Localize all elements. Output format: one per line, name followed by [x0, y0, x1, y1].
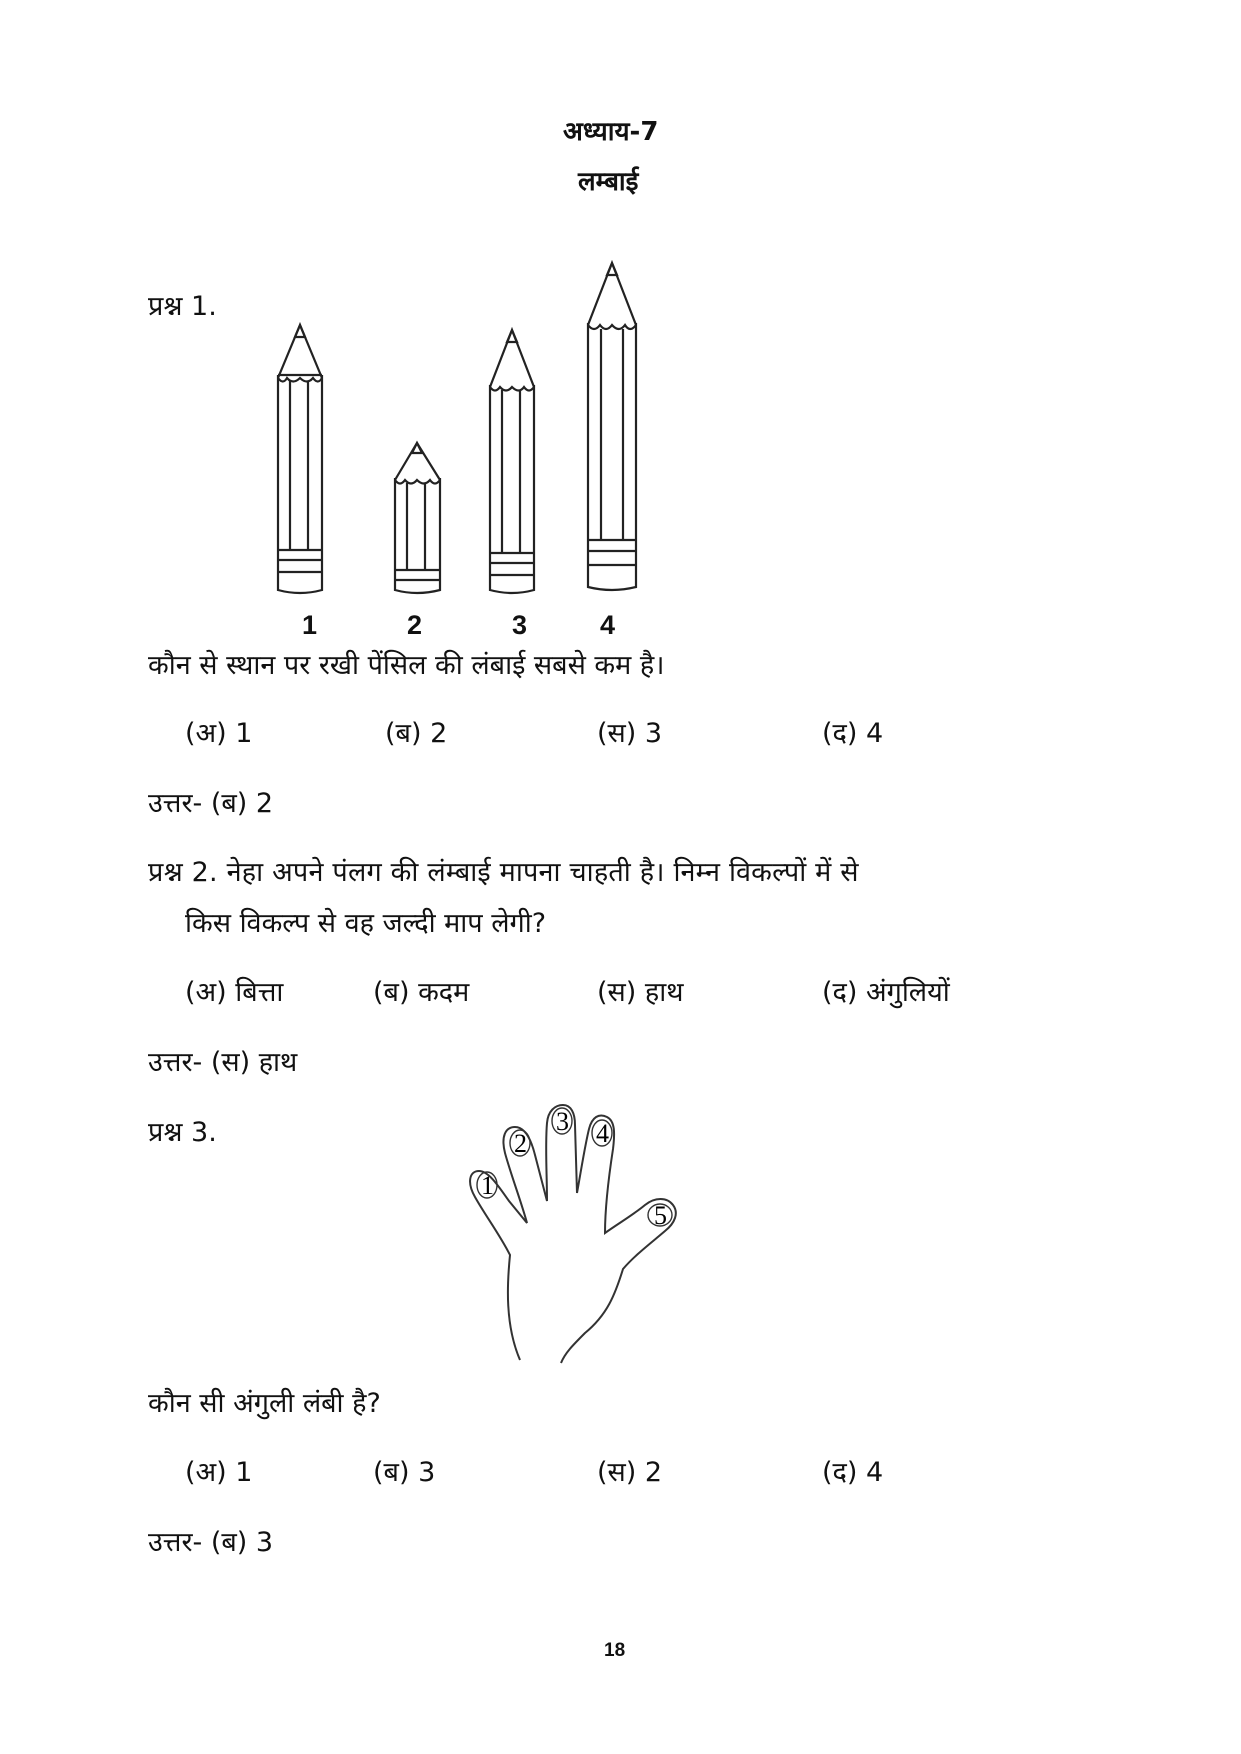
q1-answer: उत्तर- (ब) 2 — [148, 788, 274, 819]
q3-question: कौन सी अंगुली लंबी है? — [148, 1388, 381, 1419]
hand-illustration — [465, 1105, 745, 1365]
q2-option-a: (अ) बित्ता — [185, 977, 284, 1008]
q3-option-b: (ब) 3 — [373, 1457, 436, 1488]
q2-option-c: (स) हाथ — [597, 977, 684, 1008]
q3-option-c: (स) 2 — [597, 1457, 663, 1488]
q2-option-d: (द) अंगुलियों — [822, 977, 950, 1008]
q1-option-b: (ब) 2 — [385, 718, 448, 749]
finger-label-3: 3 — [556, 1107, 569, 1136]
chapter-heading: अध्याय-7 — [563, 117, 659, 147]
q2-option-b: (ब) कदम — [373, 977, 470, 1008]
pencil-label-2: 2 — [407, 610, 423, 640]
finger-label-4: 4 — [596, 1119, 609, 1148]
finger-label-1: 1 — [481, 1171, 494, 1200]
q3-label: प्रश्न 3. — [148, 1117, 217, 1148]
q3-option-d: (द) 4 — [822, 1457, 884, 1488]
finger-label-5: 5 — [654, 1201, 667, 1230]
chapter-title: लम्बाई — [578, 167, 639, 197]
q1-option-a: (अ) 1 — [185, 718, 253, 749]
pencil-2 — [395, 443, 440, 593]
q3-option-a: (अ) 1 — [185, 1457, 253, 1488]
q1-option-c: (स) 3 — [597, 718, 663, 749]
q2-answer: उत्तर- (स) हाथ — [148, 1047, 298, 1078]
q1-label: प्रश्न 1. — [148, 291, 217, 322]
q1-option-d: (द) 4 — [822, 718, 884, 749]
pencil-3 — [448, 330, 534, 593]
q2-question-line2: किस विकल्प से वह जल्दी माप लेगी? — [185, 908, 547, 939]
q1-question: कौन से स्थान पर रखी पेंसिल की लंबाई सबसे कम है। — [148, 650, 665, 681]
pencil-label-4: 4 — [600, 610, 616, 640]
pencil-label-3: 3 — [512, 610, 528, 640]
page-number: 18 — [604, 1640, 626, 1661]
pencils-illustration — [270, 285, 670, 605]
q2-question-line1: प्रश्न 2. नेहा अपने पंलग की लंम्बाई मापना चाहती है। निम्न विकल्पों में से — [148, 857, 859, 888]
pencil-label-1: 1 — [302, 610, 318, 640]
pencil-1 — [278, 325, 322, 593]
q3-answer: उत्तर- (ब) 3 — [148, 1527, 274, 1558]
pencil-4 — [588, 263, 636, 590]
finger-label-2: 2 — [514, 1129, 527, 1158]
